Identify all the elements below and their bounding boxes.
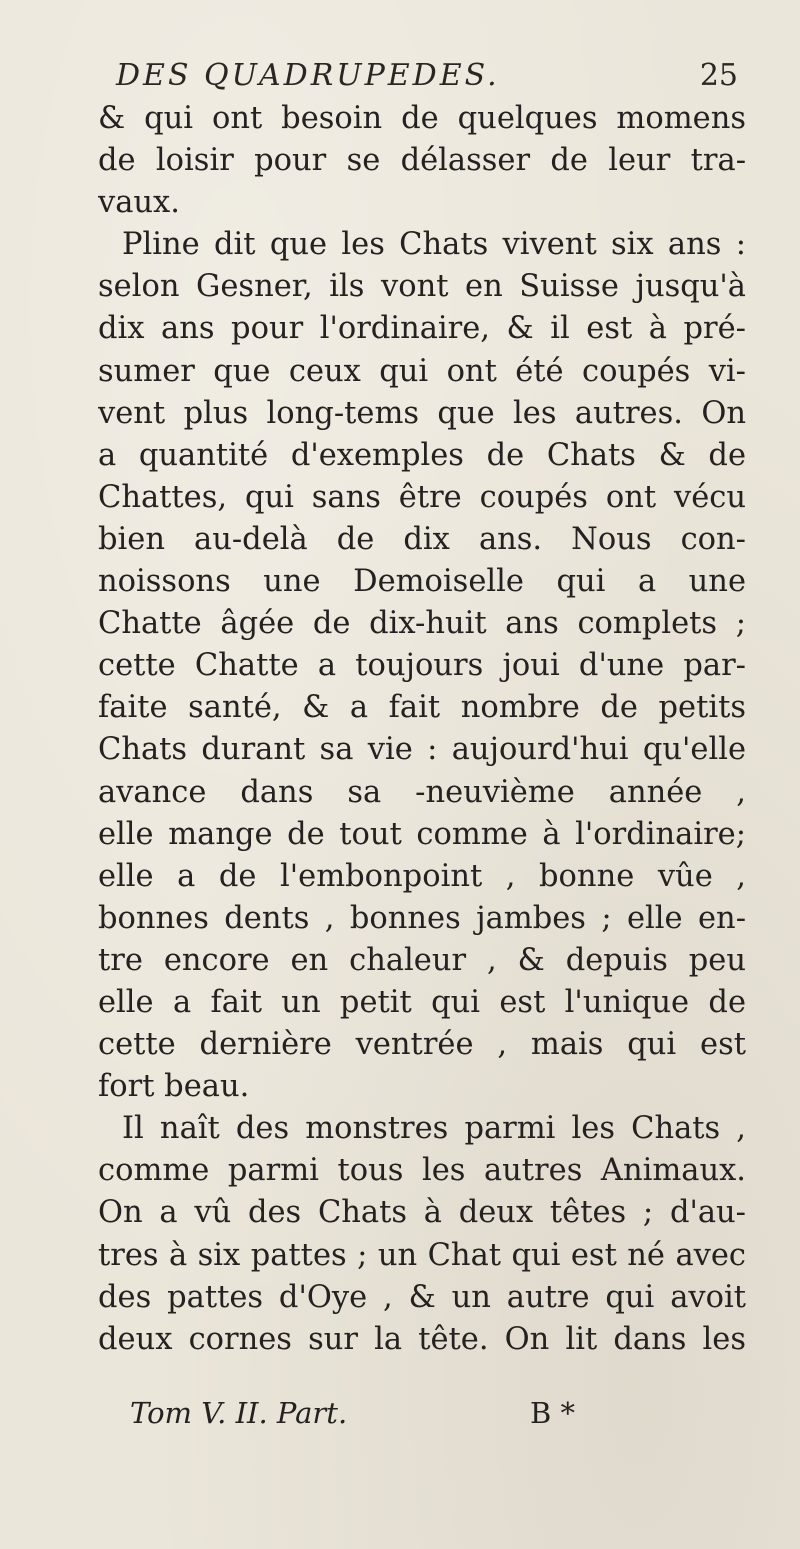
text-line: Pline dit que les Chats vivent six ans : xyxy=(122,227,746,263)
signature-line xyxy=(130,1396,650,1438)
page-number: 25 xyxy=(699,58,738,93)
text-line: de loisir pour se délasser de leur tra- xyxy=(98,143,746,179)
running-head-title: DES QUADRUPEDES. xyxy=(116,58,500,93)
running-head xyxy=(98,58,738,102)
text-line: bonnes dents , bonnes jambes ; elle en- xyxy=(98,900,746,936)
text-line: faite santé, & a fait nombre de petits xyxy=(98,690,746,726)
text-line: bien au-delà de dix ans. Nous con- xyxy=(98,521,746,557)
text-line: avance dans sa -neuvième année , xyxy=(98,774,746,810)
text-line: Chattes, qui sans être coupés ont vécu xyxy=(98,479,746,515)
text-line: selon Gesner, ils vont en Suisse jusqu'à xyxy=(98,269,746,305)
text-line: tre encore en chaleur , & depuis peu xyxy=(98,942,746,978)
text-line: vaux. xyxy=(98,185,180,221)
text-line: & qui ont besoin de quelques momens xyxy=(98,101,746,136)
text-line: On a vû des Chats à deux têtes ; d'au- xyxy=(98,1195,746,1231)
text-line: deux cornes sur la tête. On lit dans les xyxy=(98,1321,746,1357)
text-line: tres à six pattes ; un Chat qui est né avec xyxy=(98,1237,746,1273)
text-line: cette Chatte a toujours joui d'une par- xyxy=(98,648,746,684)
text-line: Il naît des monstres parmi les Chats , xyxy=(122,1111,746,1147)
text-line: elle mange de tout comme à l'ordinaire; xyxy=(98,816,746,852)
text-line: Chatte âgée de dix-huit ans complets ; xyxy=(98,606,746,642)
text-line: fort beau. xyxy=(98,1069,250,1105)
volume-signature: Tom V. II. Part. xyxy=(130,1396,348,1430)
text-line: cette dernière ventrée , mais qui est xyxy=(98,1027,746,1063)
text-line: des pattes d'Oye , & un autre qui avoit xyxy=(98,1279,746,1315)
text-line: elle a fait un petit qui est l'unique de xyxy=(98,984,746,1020)
text-line: elle a de l'embonpoint , bonne vûe , xyxy=(98,858,746,894)
body-text xyxy=(98,98,746,1361)
text-line: dix ans pour l'ordinaire, & il est à pré- xyxy=(98,311,746,347)
text-line: a quantité d'exemples de Chats & de xyxy=(98,437,746,473)
text-line: noissons une Demoiselle qui a une xyxy=(98,564,746,600)
text-line: Chats durant sa vie : aujourd'hui qu'elle xyxy=(98,732,746,768)
gathering-mark: B * xyxy=(530,1396,576,1430)
text-line: vent plus long-tems que les autres. On xyxy=(98,395,746,431)
text-line: sumer que ceux qui ont été coupés vi- xyxy=(98,353,746,389)
text-line: comme parmi tous les autres Animaux. xyxy=(98,1153,746,1189)
